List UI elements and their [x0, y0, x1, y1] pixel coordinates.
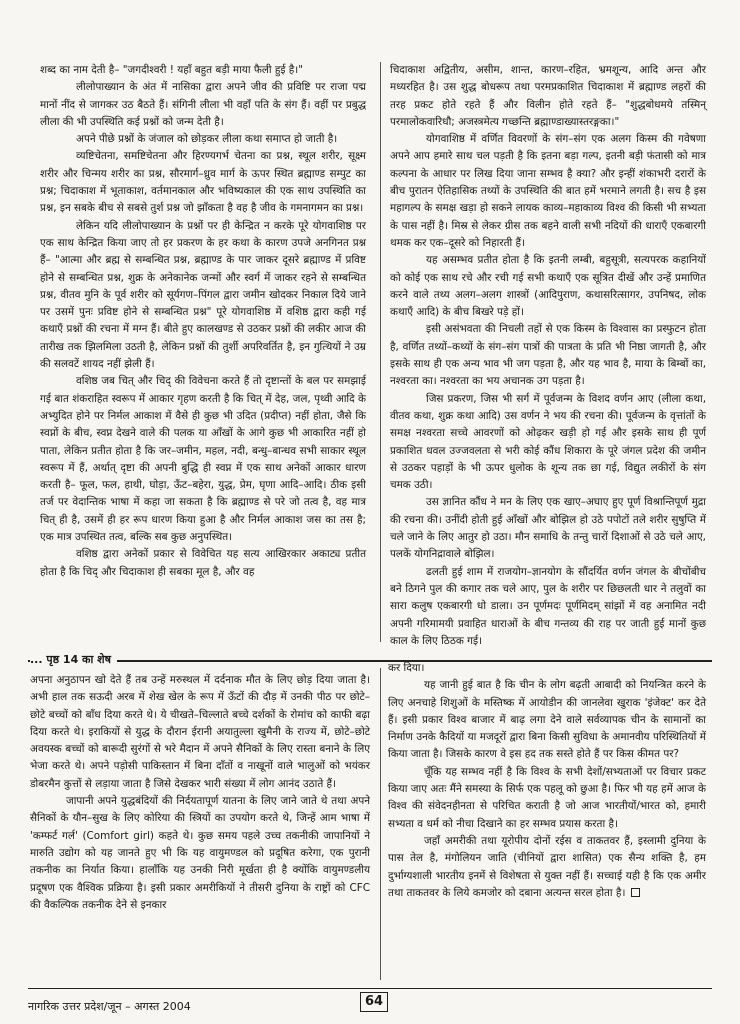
page-number: 64 [360, 992, 388, 1012]
paragraph: शब्द का नाम देती है– "जगदीश्वरी ! यहाँ बहुत बड़ी माया फैली हुई है।" [40, 64, 304, 76]
paragraph: इसी असंभवता की निचली तहों से एक किस्म के विश्वास का प्रस्फुटन होता है, वर्णित तथ्यों–कथ्यों के संग–संग पात्रों की पात्रता के प्रति भी निष्ठा जागती है, और इसके साथ ही एक अन्य भाव भी जग पड़ता है, और यह भाव है, माया के बिम्बों का, नश्वरता का। नश्वरता का भय अचानक उग पड़ता है। [390, 323, 706, 388]
article-column-right [390, 62, 706, 650]
article-column-left [40, 62, 366, 581]
paragraph: चिदाकाश अद्वितीय, असीम, शान्त, कारण–रहित, भ्रमशून्य, आदि अन्त और मध्यरहित है। उस शुद्ध बोधरूप तथा परमप्रकाशित चिदाकाश में ब्रह्माण्ड लहरों की तरह प्रकट होते रहते हैं और विलीन होते रहते हैं– "शुद्धबोधमये तस्मिन् परमालोकवारिधौ; अजस्त्रमेत्य गच्छन्ति ब्रह्माण्डाख्यास्तरङ्गका।" [390, 64, 706, 128]
footer-rule [28, 988, 712, 989]
paragraph: ढलती हुई शाम में राजयोग–ज्ञानयोग के सौंदर्यित वर्णन जंगल के बीचोंबीच बने ठिगने पुल की कगार तक चले आए, पुल के शरीर पर छिछलती धार ने तलुवों का सारा कलुष एकबारगी धो डाला। उन पूर्णमदः पूर्णमिदम् सांझों में वह अनामित नदी अपनी गरिमामयी प्रवाहित धाराओं के बीच गन्तव्य की राह पर जाती हुई मानों कुछ काल के लिए ठिठक गई। [390, 565, 706, 647]
column-divider [380, 668, 381, 980]
paragraph: लीलोपाख्यान के अंत में नासिका द्वारा अपने जीव की प्रविष्टि पर राजा पद्म मानों नींद से जागकर उठ बैठते हैं। संगिनी लीला भी वहाँ पति के संग हैं। वहीं पर प्रबुद्ध लीला की भी उपस्थिति कई प्रश्नों को जन्म देती है। [40, 81, 366, 128]
paragraph: योगवाशिष्ठ में वर्णित विवरणों के संग–संग एक अलग किस्म की गवेषणा अपने आप हमारे साथ चल पड़ती है कि इतना बड़ा गल्प, इतनी बड़ी फंतासी को मात्र कल्पना के आधार पर लिख दिया जाना सम्भव है क्या? और इन्हीं शंकाभरी दरारों के बीच पुरातन ऐतिहासिक तथ्यों के उपस्थिति की बात हमें भरमाने लगती है। सच है इस महागल्प के समक्ष खड़ा हो सकने लायक काव्य–महाकाव्य विश्व की किसी भी सभ्यता के पास नहीं है। मिस्र से लेकर ग्रीस तक बहने वाली सभी नदियों की धाराएँ एकबारगी थमक कर एक–दूसरे को निहारती हैं। [390, 133, 706, 249]
continuation-header: ... पृष्ठ 14 का शेष [30, 652, 117, 667]
continuation-column-right [388, 660, 706, 902]
paragraph: जहाँ अमरीकी तथा यूरोपीय दोनों रईस व ताकतवर हैं, इस्लामी दुनिया के पास तेल है, मंगोलियन जाति (चीनियों द्वारा शासित) एक सैन्य शक्ति है, हम दुर्भाग्यशाली भारतीय इनमें से विशेषता से युक्त नहीं हैं। सच्चाई यही है कि एक अमीर तथा ताकतवर के लिये कमजोर को दबाना अत्यन्त सरल होता है। [388, 834, 706, 899]
paragraph: लेकिन यदि लीलोपाख्यान के प्रश्नों पर ही केन्द्रित न करके पूरे योगवाशिष्ठ पर एक साथ केन्द्रित किया जाए तो हर प्रकरण के हर कथा के कारण उपजे अनगिनत प्रश्न हैं– "आत्मा और ब्रह्म से सम्बन्धित प्रश्न, ब्रह्माण्ड के पार जाकर दूसरे ब्रह्माण्ड में प्रविष्ट होने से सम्बन्धित प्रश्न, शुक्र के अनेकानेक जन्मों और स्वर्ग में जाकर रहने से सम्बन्धित प्रश्न, वीतव मुनि के पूर्व शरीर को सूर्यगण–पिंगल द्वारा जमीन खोदकर निकाल दिये जाने पर उसमें पुनः प्रविष्ट होने से सम्बन्धित प्रश्न" पूरे योगवाशिष्ठ में वशिष्ठ द्वारा कही गई कथाएँ प्रश्नों की रचना में मग्न हैं। बीते हुए कालखण्ड से उठकर प्रश्नों की लकीर आज की तारीख तक झिलमिला उठती है, लेकिन प्रश्नों की तुर्शी अपरिवर्तित है, इन गुत्थियों ने उम्र की सलवटें शायद नहीं झेली हैं। [40, 219, 366, 371]
paragraph: वशिष्ठ द्वारा अनेकों प्रकार से विवेचित यह सत्य आखिरकार अकाट्य प्रतीत होता है कि चिद् और चिदाकाश ही सबका मूल है, और वह [40, 548, 366, 578]
paragraph: यह जानी हुई बात है कि चीन के लोग बढ़ती आबादी को नियन्त्रित करने के लिए अनचाहे शिशुओं के मस्तिष्क में आयोडीन की जानलेवा खुराक 'इंजेक्ट' कर देते हैं। इसी प्रकार विश्व बाजार में बाढ़ लगा देने वाले सर्वव्यापक चीन के सामानों का निर्माण उनके कैदियों या मजदूरों द्वारा बिना किसी सुविधा के अमानवीय परिस्थितियों में किया जाता है। जिसके कारण वे इस हद तक सस्ते होते हैं पर किस कीमत पर? [388, 679, 706, 761]
paragraph: कर दिया। [388, 662, 425, 674]
paragraph: व्यष्टिचेतना, समष्टिचेतना और हिरण्यगर्भ चेतना का प्रश्न, स्थूल शरीर, सूक्ष्म शरीर और चिन्मय शरीर का प्रश्न, सौरमार्ग–ध्रुव मार्ग के ऊपर स्थित ब्रह्माण्ड सम्पुट का प्रश्न; चिदाकाश में भूताकाश, वर्तमानकाल और भविष्यकाल की एक साथ उपस्थिति का प्रश्न, इन सबके बीच से सबसे तुर्श प्रश्न जो झाँकता है वह है जीव के गमनागमन का प्रश्न। [40, 150, 366, 215]
paragraph: वशिष्ठ जब चित् और चिद् की विवेचना करते हैं तो दृष्टान्तों के बल पर समझाई गई बात शंकराहित स्वरूप में आकार गृहण करती है कि चित् में देह, जल, पृथ्वी आदि के अभ्युदित होने पर निर्मल आकाश में वैसे ही कुछ भी उदित (प्रदीप्त) नहीं होता, जैसे कि स्वप्नों के बीच, स्वप्न देखने वाले की पलक या आँखों के आगे कुछ भी आकारित नहीं हो पाता, लेकिन प्रतीत होता है कि जर–जमीन, महल, नदी, बन्धु–बान्धव सभी साकार स्थूल स्वरूप में हैं, अर्थात् दृष्टा की अपनी बुद्धि ही स्वप्न में एक साथ अनेकों आकार धारण करती है– फूल, फल, हाथी, घोड़ा, ऊँट–बहेरा, युद्ध, प्रेम, घृणा आदि–आदि। ठीक इसी तर्ज पर वेदान्तिक भाषा में कहा जा सकता है कि ब्रह्माण्ड से परे जो तत्व है, वह मात्र चित् ही है, उसमें ही हर रूप धारण किया हुआ है और निर्मल आकाश जस का तस है; एक मात्र उपस्थित तत्व, बल्कि सब कुछ अनुपस्थित। [40, 375, 366, 544]
column-divider [380, 62, 381, 642]
paragraph: उस ज्ञानित कौंध ने मन के लिए एक खाए–अघाए हुए पूर्ण विश्रान्तिपूर्ण मुद्रा की रचना की। उनींदी होती हुई आँखों और बोझिल हो उठे पपोटों तले शरीर सुषुप्ति में चले जाने के लिए आतुर हो उठा। मौन समाधि के तन्तु चारों दिशाओं से उठे चले आए, पलकें योगनिद्रावाले बोझिल। [390, 496, 706, 561]
paragraph: जापानी अपने युद्धबंदियों की निर्दयतापूर्ण यातना के लिए जाने जाते थे तथा अपने सैनिकों के यौन–सुख के लिए कोरिया की स्त्रियों का उपयोग करते थे, जिन्हें आम भाषा में 'कम्फर्ट गर्ल' (Comfort girl) कहते थे। कुछ समय पहले उच्च तकनीकी जापानियों ने मारुति उद्योग को यह जानते हुए भी कि यह वायुमण्डल को प्रदूषित करेगा, एक पुरानी तकनीक का निर्यात किया। हालाँकि यह उनकी निरी मूर्खता ही है क्योंकि वायुमण्डलीय प्रदूषण एक वैश्विक प्रक्रिया है। इसी प्रकार अमरीकियों ने तीसरी दुनिया के राष्ट्रों को CFC की वैकल्पिक तकनीक देने से इनकार [30, 795, 370, 911]
publication-info: नागरिक उत्तर प्रदेश/जून – अगस्त 2004 [28, 1000, 191, 1013]
paragraph: अपना अनुठापन खो देते हैं तब उन्हें मरुस्थल में दर्दनाक मौत के लिए छोड़ दिया जाता है। अभी हाल तक सऊदी अरब में शेख खेल के रूप में ऊँटों की दौड़ में उनकी पीठ पर छोटे–छोटे बच्चों को बाँध दिया करते थे। ये चीखते–चिल्लाते बच्चे दर्शकों के रोमांच को काफी बढ़ा दिया करते थे। इराकियों से युद्ध के दौरान ईरानी अयातुल्ला खुमैनी के राज्य में, छोटे–छोटे अवयस्क बच्चों को बारूदी सुरंगों से भरे मैदान में अपने सैनिकों के लिए रास्ता बनाने के लिए भेजा करते थे। अपने पड़ोसी पाकिस्तान में बिना दाँतों व नाखूनों वाले भालुओं को भयंकर डोबरमैन कुत्तों से लड़ाया जाता है जिसे देखकर भारी संख्या में लोग आनंद उठाते हैं। [30, 674, 370, 790]
paragraph: चूँकि यह सम्भव नहीं है कि विश्व के सभी देशों/सभ्यताओं पर विचार प्रकट किया जाए अतः मैंने समस्या के सिर्फ एक पहलू को छुआ है। फिर भी यह हमें आज के विश्व की संवेदनहीनता से परिचित कराती है जो आज भारतीयों/भारत को, हमारी सभ्यता व धर्म को नीचा दिखाने का हर सम्भव प्रयास करता है। [388, 765, 706, 830]
paragraph: यह असम्भव प्रतीत होता है कि इतनी लम्बी, बहुसूत्री, सत्यपरक कहानियों को कोई एक साथ रचे और रची गई सभी कथाएँ एक सूत्रित दीखें और उन्हें प्रमाणित करने वाले तथ्य अलग–अलग शास्त्रों (आदिपुराण, कथासरित्सागर, उपनिषद, लोक कथाएँ आदि) के बीच बिखरे पड़े हों। [390, 254, 706, 319]
paragraph: अपने पीछे प्रश्नों के जंजाल को छोड़कर लीला कथा समाप्त हो जाती है। [76, 133, 338, 146]
end-mark-icon [631, 888, 640, 897]
paragraph: जिस प्रकरण, जिस भी सर्ग में पूर्वजन्म के विशद वर्णन आए (लीला कथा, वीतव कथा, शुक्र कथा आदि) उस वर्णन ने भय की रचना की। पूर्वजन्म के वृत्तांतों के समक्ष नश्वरता सच्चे आवरणों को ओढ़कर खड़ी हो गई और इसके साथ ही पूर्ण प्रकाशित धवल उज्जवलता से भरी कोई कौंध शिकारा के पूरे जंगल प्रदेश की जमीन से उठकर पहाड़ों के भी ऊपर धुलोक के शून्य तक छा गई, विद्युत लकीरों के संग चमक उठी। [390, 392, 706, 492]
continuation-column-left [30, 672, 370, 914]
